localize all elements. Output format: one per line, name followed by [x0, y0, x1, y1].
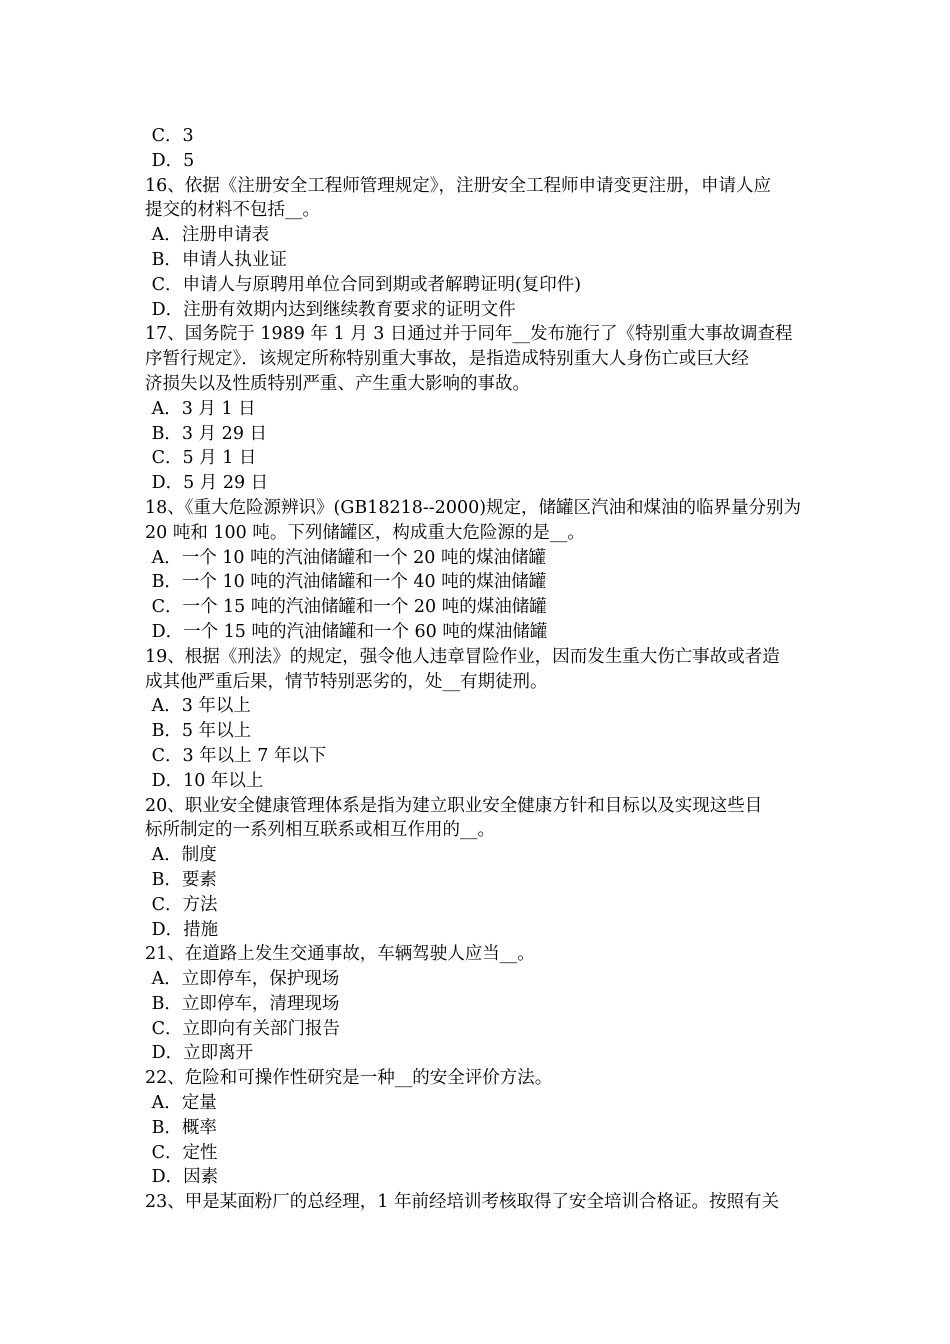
answer-option-line: B．要素	[146, 869, 217, 890]
answer-option-line: C．方法	[146, 894, 218, 915]
question-text-line: 序暂行规定》．该规定所称特别重大事故，是指造成特别重大人身伤亡或巨大经	[145, 349, 749, 370]
answer-option-line: C．申请人与原聘用单位合同到期或者解聘证明(复印件)	[146, 274, 582, 295]
question-text-line: 18、《重大危险源辨识》(GB18218--2000)规定，储罐区汽油和煤油的临界量分别为	[145, 497, 802, 518]
question-text-line: 19、根据《刑法》的规定，强令他人违章冒险作业，因而发生重大伤亡事故或者造	[145, 646, 780, 667]
question-text-line: 提交的材料不包括__。	[145, 200, 320, 221]
answer-option-line: D．立即离开	[146, 1043, 254, 1064]
question-text-line: 成其他严重后果，情节特别恶劣的，处__有期徒刑。	[145, 671, 548, 692]
question-text-line: 22、危险和可操作性研究是一种__的安全评价方法。	[145, 1068, 553, 1089]
question-text-line: 16、依据《注册安全工程师管理规定》，注册安全工程师申请变更注册，申请人应	[145, 175, 772, 196]
answer-option-line: A．注册申请表	[146, 225, 270, 246]
question-text-line: 21、在道路上发生交通事故，车辆驾驶人应当__。	[145, 944, 535, 965]
answer-option-line: B．概率	[146, 1117, 217, 1138]
answer-option-line: C．立即向有关部门报告	[146, 1018, 340, 1039]
answer-option-line: A．3 月 1 日	[146, 398, 256, 419]
question-text-line: 20、职业安全健康管理体系是指为建立职业安全健康方针和目标以及实现这些目	[145, 795, 763, 816]
answer-option-line: D．因素	[146, 1167, 219, 1188]
answer-option-line: D．注册有效期内达到继续教育要求的证明文件	[146, 299, 516, 320]
exam-text-body	[145, 124, 810, 1215]
question-text-line: 20 吨和 100 吨。下列储罐区，构成重大危险源的是__。	[145, 522, 585, 543]
answer-option-line: D．5 月 29 日	[146, 473, 269, 494]
answer-option-line: B．立即停车，清理现场	[146, 993, 340, 1014]
answer-option-line: C．5 月 1 日	[146, 448, 257, 469]
answer-option-line: D．10 年以上	[146, 770, 264, 791]
answer-option-line: B．3 月 29 日	[146, 423, 268, 444]
answer-option-line: D．5	[146, 150, 195, 171]
answer-option-line: C．3	[146, 126, 194, 146]
question-text-line: 23、甲是某面粉厂的总经理，1 年前经培训考核取得了安全培训合格证。按照有关	[145, 1192, 779, 1213]
answer-option-line: D．一个 15 吨的汽油储罐和一个 60 吨的煤油储罐	[146, 621, 548, 642]
answer-option-line: A．3 年以上	[146, 696, 251, 717]
answer-option-line: D．措施	[146, 919, 219, 940]
question-text-line: 标所制定的一系列相互联系或相互作用的__。	[145, 820, 495, 841]
answer-option-line: B．申请人执业证	[146, 249, 287, 270]
answer-option-line: B．5 年以上	[146, 721, 252, 742]
answer-option-line: A．立即停车，保护现场	[146, 969, 340, 990]
answer-option-line: A．定量	[146, 1093, 217, 1114]
answer-option-line: B．一个 10 吨的汽油储罐和一个 40 吨的煤油储罐	[146, 572, 547, 593]
answer-option-line: A．制度	[146, 845, 217, 866]
question-text-line: 17、国务院于 1989 年 1 月 3 日通过并于同年__发布施行了《特别重大事故调查程	[145, 324, 793, 345]
answer-option-line: A．一个 10 吨的汽油储罐和一个 20 吨的煤油储罐	[146, 547, 546, 568]
answer-option-line: C．定性	[146, 1142, 218, 1163]
answer-option-line: C．3 年以上 7 年以下	[146, 745, 327, 766]
answer-option-line: C．一个 15 吨的汽油储罐和一个 20 吨的煤油储罐	[146, 597, 547, 618]
question-text-line: 济损失以及性质特别严重、产生重大影响的事故。	[145, 373, 530, 394]
